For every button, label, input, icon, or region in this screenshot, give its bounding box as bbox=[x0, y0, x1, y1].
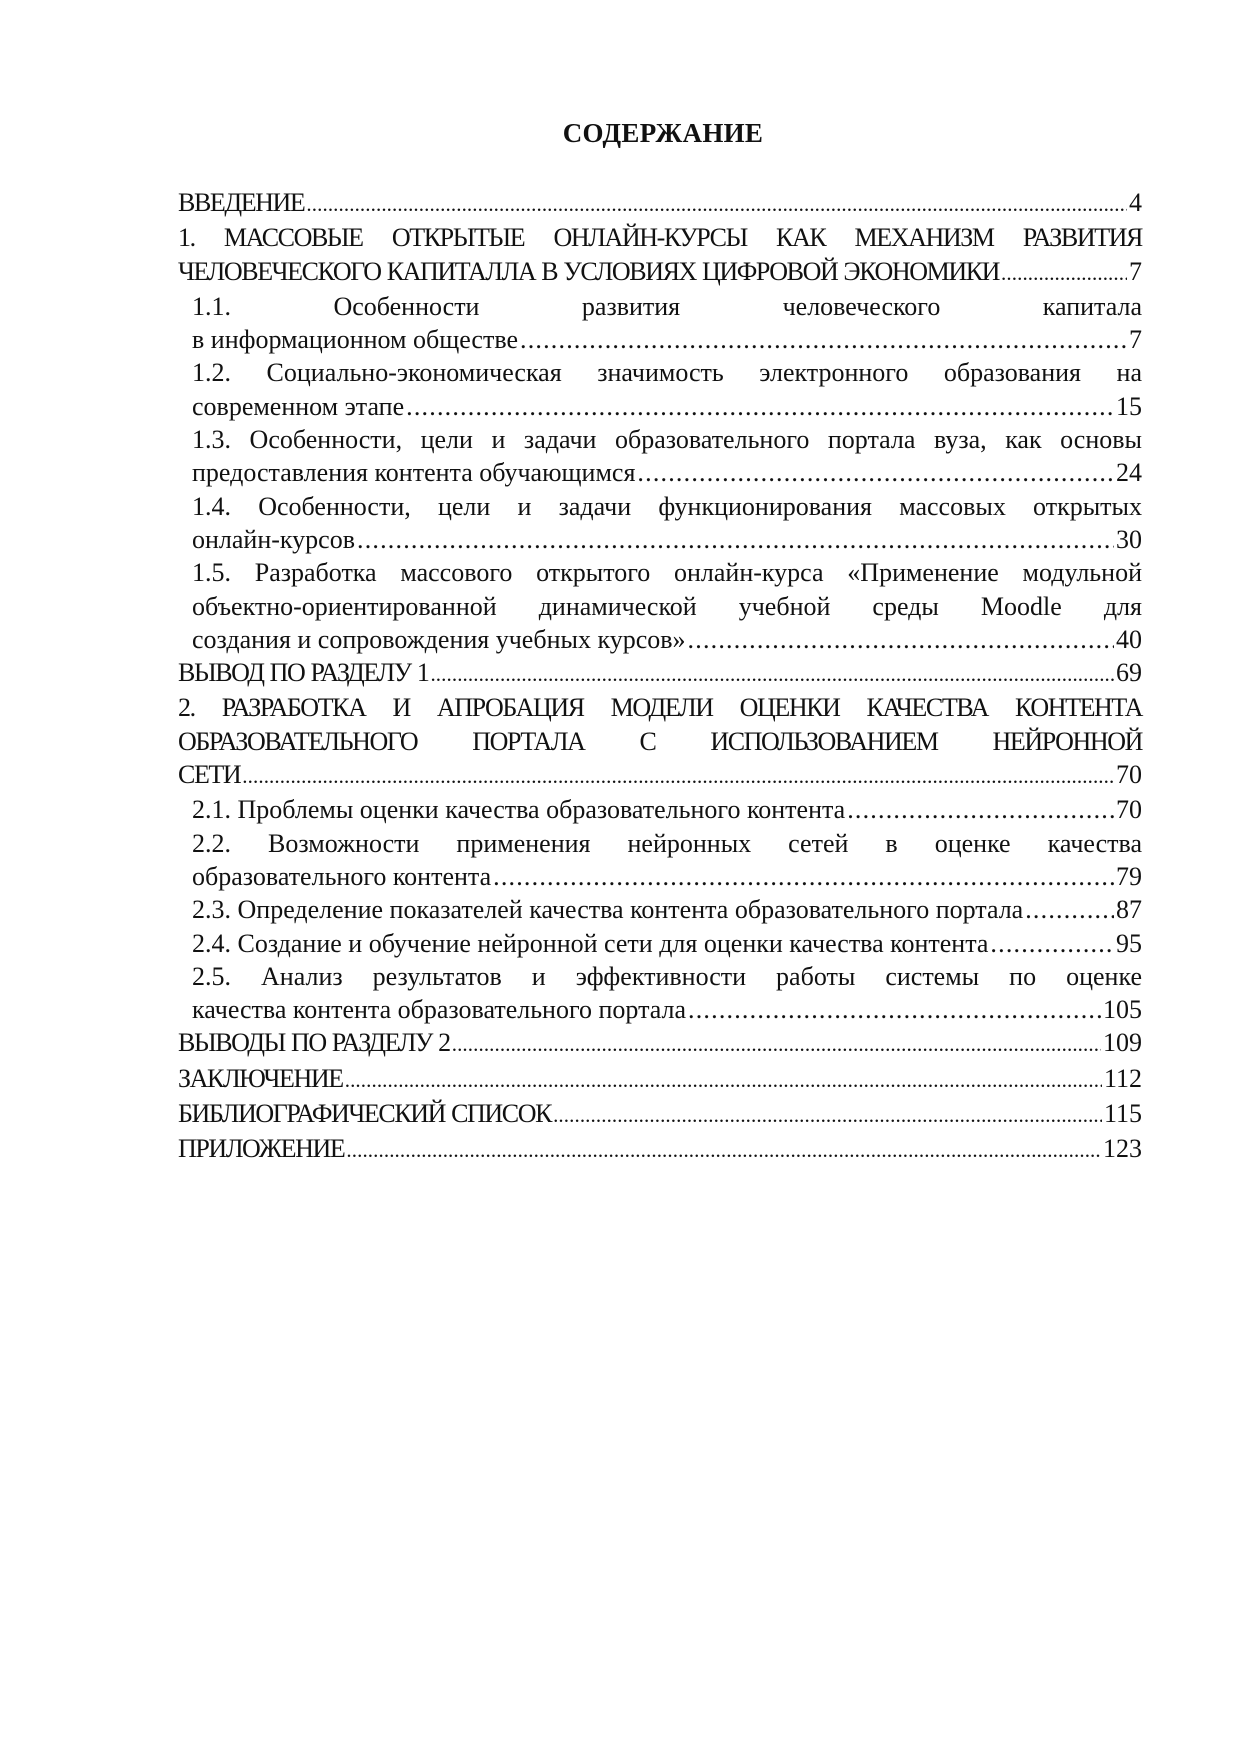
toc-entry-text-line: 2. РАЗРАБОТКА И АПРОБАЦИЯ МОДЕЛИ ОЦЕНКИ КАЧЕСТВА КОНТЕНТА bbox=[178, 693, 1142, 723]
toc-entry-title: современном этапе bbox=[192, 391, 405, 421]
toc-entry-title: ЗАКЛЮЧЕНИЕ bbox=[178, 1063, 343, 1093]
toc-entry-title: создания и сопровождения учебных курсов» bbox=[192, 624, 686, 654]
dot-leader bbox=[452, 1028, 1101, 1061]
toc-page-number: 15 bbox=[1116, 391, 1142, 421]
toc-entry[interactable] bbox=[178, 186, 1142, 221]
table-of-contents bbox=[178, 186, 1142, 1168]
toc-entry-title: 2.1. Проблемы оценки качества образовательного контента bbox=[192, 795, 846, 825]
toc-entry-title: ВЫВОД ПО РАЗДЕЛУ 1 bbox=[178, 658, 429, 688]
toc-entry-title: БИБЛИОГРАФИЧЕСКИЙ СПИСОК bbox=[178, 1099, 552, 1129]
toc-entry[interactable] bbox=[178, 556, 1142, 656]
dot-leader bbox=[345, 1064, 1102, 1097]
toc-entry-text-line: 2.5. Анализ результатов и эффективности работы системы по оценке bbox=[192, 961, 1142, 991]
dot-leader bbox=[1001, 257, 1127, 290]
toc-page-number: 105 bbox=[1103, 995, 1142, 1025]
toc-page-number: 7 bbox=[1129, 325, 1142, 355]
toc-entry-title: предоставления контента обучающимся bbox=[192, 458, 636, 488]
toc-entry-text-line: объектно-ориентированной динамической учебной среды Moodle для bbox=[192, 591, 1142, 621]
toc-page-number: 123 bbox=[1103, 1134, 1142, 1164]
toc-entry-title: ВВЕДЕНИЕ bbox=[178, 188, 305, 217]
page-title: СОДЕРЖАНИЕ bbox=[562, 118, 764, 148]
dot-leader bbox=[990, 927, 1114, 960]
toc-entry[interactable] bbox=[178, 691, 1142, 793]
toc-entry-title: ВЫВОДЫ ПО РАЗДЕЛУ 2 bbox=[178, 1028, 450, 1058]
toc-entry-title: ЧЕЛОВЕЧЕСКОГО КАПИТАЛЛА В УСЛОВИЯХ ЦИФРОВОЙ ЭКОНОМИКИ bbox=[178, 256, 1000, 286]
toc-page-number: 4 bbox=[1129, 188, 1142, 217]
dot-leader bbox=[406, 390, 1114, 423]
toc-entry[interactable] bbox=[178, 656, 1142, 691]
toc-entry-title: в информационном обществе bbox=[192, 325, 518, 355]
toc-entry-text-line: ОБРАЗОВАТЕЛЬНОГО ПОРТАЛА С ИСПОЛЬЗОВАНИЕМ НЕЙРОННОЙ bbox=[178, 726, 1142, 756]
dot-leader bbox=[688, 623, 1114, 656]
toc-entry-text-line: 1.2. Социально-экономическая значимость электронного образования на bbox=[192, 358, 1142, 388]
toc-page-number: 69 bbox=[1116, 658, 1142, 688]
dot-leader bbox=[688, 993, 1101, 1026]
dot-leader bbox=[553, 1099, 1102, 1132]
toc-page-number: 24 bbox=[1116, 458, 1142, 488]
toc-page-number: 115 bbox=[1103, 1099, 1142, 1129]
toc-page-number: 87 bbox=[1116, 895, 1142, 925]
dot-leader bbox=[346, 1134, 1101, 1167]
toc-entry[interactable] bbox=[178, 960, 1142, 1027]
toc-entry[interactable] bbox=[178, 1132, 1142, 1167]
toc-entry-title: ПРИЛОЖЕНИЕ bbox=[178, 1134, 345, 1164]
toc-entry[interactable] bbox=[178, 927, 1142, 960]
dot-leader bbox=[306, 188, 1127, 221]
toc-entry-text-line: 1.3. Особенности, цели и задачи образовательного портала вуза, как основы bbox=[192, 425, 1142, 455]
toc-entry-text-line: 2.2. Возможности применения нейронных сетей в оценке качества bbox=[192, 828, 1142, 858]
toc-page-number: 79 bbox=[1116, 861, 1142, 891]
toc-page-number: 95 bbox=[1116, 928, 1142, 958]
toc-page-number: 70 bbox=[1116, 760, 1142, 790]
toc-page-number: 70 bbox=[1116, 795, 1142, 825]
toc-entry-title: качества контента образовательного портала bbox=[192, 995, 687, 1025]
dot-leader bbox=[847, 793, 1114, 826]
toc-entry-text-line: 1.5. Разработка массового открытого онлайн-курса «Применение модульной bbox=[192, 558, 1142, 588]
toc-page-number: 7 bbox=[1129, 256, 1142, 286]
dot-leader bbox=[637, 456, 1114, 489]
toc-entry[interactable] bbox=[178, 1062, 1142, 1097]
toc-entry[interactable] bbox=[178, 1026, 1142, 1061]
toc-entry[interactable] bbox=[178, 356, 1142, 423]
toc-entry-text-line: 1. МАССОВЫЕ ОТКРЫТЫЕ ОНЛАЙН-КУРСЫ КАК МЕХАНИЗМ РАЗВИТИЯ bbox=[178, 223, 1142, 253]
toc-entry[interactable] bbox=[178, 490, 1142, 557]
dot-leader bbox=[430, 658, 1114, 691]
toc-entry[interactable] bbox=[178, 827, 1142, 894]
toc-entry[interactable] bbox=[178, 793, 1142, 826]
toc-entry-title: 2.3. Определение показателей качества контента образовательного портала bbox=[192, 895, 1024, 925]
toc-page-number: 40 bbox=[1116, 624, 1142, 654]
dot-leader bbox=[520, 323, 1127, 356]
toc-entry-title: образовательного контента bbox=[192, 861, 492, 891]
dot-leader bbox=[493, 860, 1114, 893]
toc-entry-title: 2.4. Создание и обучение нейронной сети для оценки качества контента bbox=[192, 928, 989, 958]
toc-entry-text-line: 1.1. Особенности развития человеческого капитала bbox=[192, 291, 1142, 321]
toc-entry-text-line: 1.4. Особенности, цели и задачи функционирования массовых открытых bbox=[192, 491, 1142, 521]
dot-leader bbox=[1025, 893, 1114, 926]
toc-entry[interactable] bbox=[178, 893, 1142, 926]
dot-leader bbox=[242, 760, 1114, 793]
toc-page-number: 109 bbox=[1103, 1028, 1142, 1058]
toc-entry[interactable] bbox=[178, 290, 1142, 357]
toc-entry[interactable] bbox=[178, 221, 1142, 290]
toc-entry-title: СЕТИ bbox=[178, 760, 241, 790]
toc-entry-title: онлайн-курсов bbox=[192, 524, 355, 554]
toc-entry[interactable] bbox=[178, 423, 1142, 490]
toc-entry[interactable] bbox=[178, 1097, 1142, 1132]
toc-page-number: 112 bbox=[1103, 1063, 1142, 1093]
toc-page-number: 30 bbox=[1116, 524, 1142, 554]
dot-leader bbox=[357, 523, 1114, 556]
